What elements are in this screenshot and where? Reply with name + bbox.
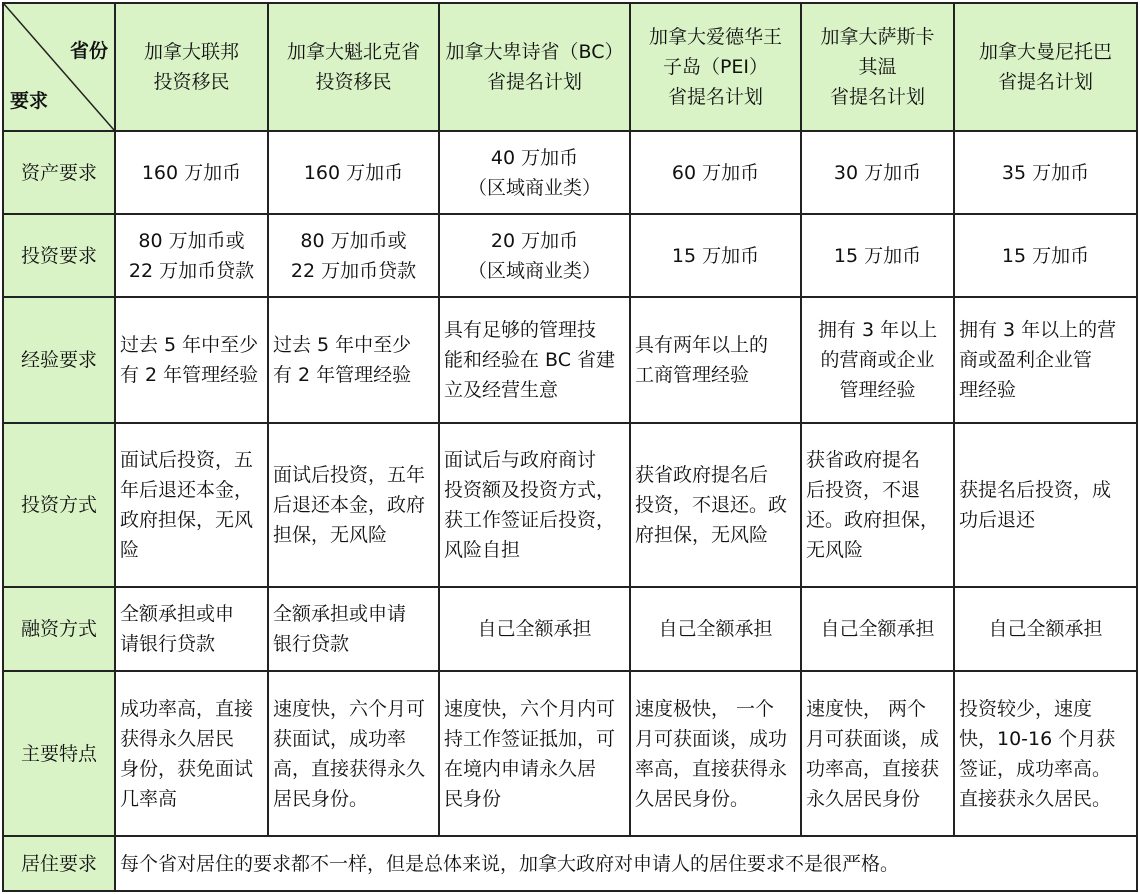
cell-text-line: 15 万加币 xyxy=(671,244,760,267)
cell-text-line: 160 万加币 xyxy=(303,161,404,184)
cell-text-line: 加拿大萨斯卡 xyxy=(820,26,935,48)
table-cell xyxy=(439,297,630,423)
cell-text-line: 面试后与政府商讨 xyxy=(444,449,597,471)
cell-text-line: 加拿大卑诗省（BC） xyxy=(445,41,624,63)
cell-text-line: 久居民身份。 xyxy=(635,787,750,810)
table-cell xyxy=(954,587,1137,671)
table-cell xyxy=(954,131,1137,214)
cell-text-line: 立及经营生意 xyxy=(444,379,559,401)
cell-text-line: 政府担保，无风 xyxy=(120,509,254,531)
cell-text-line: 商或盈利企业管 xyxy=(959,349,1093,371)
cell-text-line: 自己全额承担 xyxy=(988,618,1103,640)
table-cell xyxy=(801,671,954,836)
table-cell xyxy=(439,671,630,836)
cell-text-line: 获省政府提名 xyxy=(806,449,921,471)
cell-text-line: 速度快，六个月内可 xyxy=(444,697,616,720)
table-row xyxy=(3,587,1137,671)
table-cell xyxy=(115,587,268,671)
cell-text-line: 加拿大爱德华王 xyxy=(648,26,782,48)
cell-text-line: 高，直接获得永久 xyxy=(273,757,426,780)
cell-text-line: 子岛（PEI） xyxy=(662,56,769,78)
cell-text-line: 省提名计划 xyxy=(486,71,582,93)
cell-text-line: 40 万加币 xyxy=(490,146,579,169)
cell-text-line: 率高，直接获得永 xyxy=(635,757,788,780)
cell-text-line: 全额承担或申请 xyxy=(273,603,407,625)
column-header xyxy=(954,3,1137,131)
cell-text-line: 过去 5 年中至少 xyxy=(273,334,412,356)
cell-text-line: 速度快， 两个 xyxy=(806,697,927,720)
table-cell xyxy=(115,671,268,836)
table-cell xyxy=(630,587,801,671)
cell-text-line: 担保，无风险 xyxy=(273,524,388,546)
table-cell xyxy=(268,587,439,671)
cell-text-line: 具有足够的管理技 xyxy=(444,319,597,341)
cell-text-line: 加拿大曼尼托巴 xyxy=(978,41,1112,63)
cell-text-line: 年后退还本金， xyxy=(120,479,254,501)
row-label: 资产要求 xyxy=(3,131,115,214)
cell-text-line: 160 万加币 xyxy=(141,161,242,184)
cell-text-line: 60 万加币 xyxy=(671,161,760,184)
cell-text-line: 在境内申请永久居 xyxy=(444,757,597,780)
row-label: 经验要求 xyxy=(3,297,115,423)
column-header xyxy=(268,3,439,131)
cell-text-line: 永久居民身份 xyxy=(806,787,921,810)
cell-text-line: 获工作签证后投资， xyxy=(444,509,616,531)
cell-text-line: 的营商或企业 xyxy=(820,349,935,371)
table-cell xyxy=(801,587,954,671)
header-row xyxy=(3,3,1137,131)
table-row xyxy=(3,214,1137,297)
table-cell xyxy=(630,214,801,297)
cell-text-line: 民身份 xyxy=(444,787,502,810)
cell-text-line: 35 万加币 xyxy=(1001,161,1090,184)
cell-text-line: 80 万加币或 xyxy=(138,229,245,252)
cell-text-line: 获得永久居民 xyxy=(120,727,235,750)
cell-text-line: 加拿大魁北克省 xyxy=(286,41,420,63)
cell-text-line: 自己全额承担 xyxy=(658,618,773,640)
cell-text-line: 身份，获免面试 xyxy=(120,757,254,780)
table-cell xyxy=(268,423,439,587)
cell-text-line: 直接获永久居民。 xyxy=(959,787,1112,810)
residency-note: 每个省对居住的要求都不一样，但是总体来说，加拿大政府对申请人的居住要求不是很严格。 xyxy=(115,836,1137,891)
table-cell xyxy=(954,671,1137,836)
table-cell xyxy=(630,423,801,587)
cell-text-line: 速度快，六个月可 xyxy=(273,697,426,720)
cell-text-line: 后退还本金，政府 xyxy=(273,494,426,516)
cell-text-line: 省提名计划 xyxy=(829,86,925,108)
table-cell xyxy=(439,131,630,214)
cell-text-line: 其温 xyxy=(858,56,897,78)
table-cell xyxy=(954,214,1137,297)
table-cell xyxy=(439,214,630,297)
cell-text-line: 管理经验 xyxy=(839,379,916,401)
cell-text-line: 全额承担或申 xyxy=(120,603,235,625)
table-cell xyxy=(801,214,954,297)
table-cell xyxy=(439,587,630,671)
cell-text-line: 投资移民 xyxy=(315,71,392,93)
table-cell xyxy=(268,131,439,214)
cell-text-line: 20 万加币 xyxy=(490,229,579,252)
table-row xyxy=(3,836,1137,891)
corner-cell xyxy=(3,3,115,131)
cell-text-line: 22 万加币贷款 xyxy=(290,259,417,282)
cell-text-line: 获省政府提名后 xyxy=(635,464,769,486)
corner-bottom-left-label: 要求 xyxy=(10,90,49,112)
cell-text-line: （区域商业类） xyxy=(467,176,601,199)
table-row xyxy=(3,423,1137,587)
cell-text-line: 自己全额承担 xyxy=(477,618,592,640)
cell-text-line: 有 2 年管理经验 xyxy=(273,364,412,386)
row-label: 融资方式 xyxy=(3,587,115,671)
table-cell xyxy=(954,423,1137,587)
cell-text-line: 功率高，直接获 xyxy=(806,757,940,780)
table-cell xyxy=(630,297,801,423)
column-header xyxy=(630,3,801,131)
row-label: 主要特点 xyxy=(3,671,115,836)
table-cell xyxy=(268,297,439,423)
row-label: 投资要求 xyxy=(3,214,115,297)
corner-top-right-label: 省份 xyxy=(69,40,108,62)
cell-text-line: 15 万加币 xyxy=(1001,244,1090,267)
immigration-comparison-table xyxy=(2,2,1138,892)
cell-text-line: 30 万加币 xyxy=(833,161,922,184)
cell-text-line: 成功率高，直接 xyxy=(120,697,254,720)
cell-text-line: 快，10-16 个月获 xyxy=(959,727,1116,750)
cell-text-line: 15 万加币 xyxy=(833,244,922,267)
cell-text-line: 拥有 3 年以上的营 xyxy=(959,319,1117,341)
cell-text-line: 银行贷款 xyxy=(273,633,350,655)
column-header xyxy=(115,3,268,131)
column-header xyxy=(801,3,954,131)
cell-text-line: 投资移民 xyxy=(153,71,230,93)
row-label: 投资方式 xyxy=(3,423,115,587)
cell-text-line: 拥有 3 年以上 xyxy=(817,319,938,341)
cell-text-line: 签证，成功率高。 xyxy=(959,757,1112,780)
table-cell xyxy=(630,131,801,214)
cell-text-line: 获提名后投资，成 xyxy=(959,479,1112,501)
cell-text-line: 有 2 年管理经验 xyxy=(120,364,259,386)
cell-text-line: 请银行贷款 xyxy=(120,633,216,655)
table-row xyxy=(3,297,1137,423)
cell-text-line: 居民身份。 xyxy=(273,787,369,810)
cell-text-line: 投资较少，速度 xyxy=(959,697,1093,720)
table-cell xyxy=(801,423,954,587)
table-cell xyxy=(439,423,630,587)
cell-text-line: 能和经验在 BC 省建 xyxy=(444,349,616,371)
cell-text-line: 月可获面谈，成功 xyxy=(635,727,788,750)
table-row xyxy=(3,131,1137,214)
cell-text-line: 还。政府担保， xyxy=(806,509,940,531)
cell-text-line: 省提名计划 xyxy=(667,86,763,108)
cell-text-line: 面试后投资，五 xyxy=(120,449,254,471)
table-cell xyxy=(115,214,268,297)
cell-text-line: 具有两年以上的 xyxy=(635,334,769,356)
cell-text-line: 险 xyxy=(120,539,140,561)
cell-text-line: 功后退还 xyxy=(959,509,1036,531)
cell-text-line: 过去 5 年中至少 xyxy=(120,334,259,356)
cell-text-line: （区域商业类） xyxy=(467,259,601,282)
cell-text-line: 月可获面谈，成 xyxy=(806,727,940,750)
cell-text-line: 几率高 xyxy=(120,787,178,810)
table-cell xyxy=(115,297,268,423)
cell-text-line: 风险自担 xyxy=(444,539,521,561)
cell-text-line: 投资额及投资方式， xyxy=(444,479,616,501)
cell-text-line: 无风险 xyxy=(806,539,864,561)
column-header xyxy=(439,3,630,131)
cell-text-line: 加拿大联邦 xyxy=(143,41,239,63)
cell-text-line: 80 万加币或 xyxy=(300,229,407,252)
cell-text-line: 工商管理经验 xyxy=(635,364,750,386)
table-cell xyxy=(268,214,439,297)
row-label: 居住要求 xyxy=(3,836,115,891)
cell-text-line: 理经验 xyxy=(959,379,1017,401)
table-cell xyxy=(954,297,1137,423)
cell-text-line: 持工作签证抵加，可 xyxy=(444,727,616,750)
table-cell xyxy=(115,131,268,214)
cell-text-line: 省提名计划 xyxy=(997,71,1093,93)
cell-text-line: 获面试，成功率 xyxy=(273,727,407,750)
table-cell xyxy=(268,671,439,836)
cell-text-line: 面试后投资，五年 xyxy=(273,464,426,486)
cell-text-line: 速度极快， 一个 xyxy=(635,697,775,720)
cell-text-line: 投资，不退还。政 xyxy=(635,494,788,516)
table-cell xyxy=(801,297,954,423)
table-cell xyxy=(115,423,268,587)
cell-text-line: 后投资，不退 xyxy=(806,479,921,501)
table-cell xyxy=(801,131,954,214)
cell-text-line: 22 万加币贷款 xyxy=(128,259,255,282)
table-cell xyxy=(630,671,801,836)
cell-text-line: 自己全额承担 xyxy=(820,618,935,640)
cell-text-line: 府担保，无风险 xyxy=(635,524,769,546)
table-row xyxy=(3,671,1137,836)
